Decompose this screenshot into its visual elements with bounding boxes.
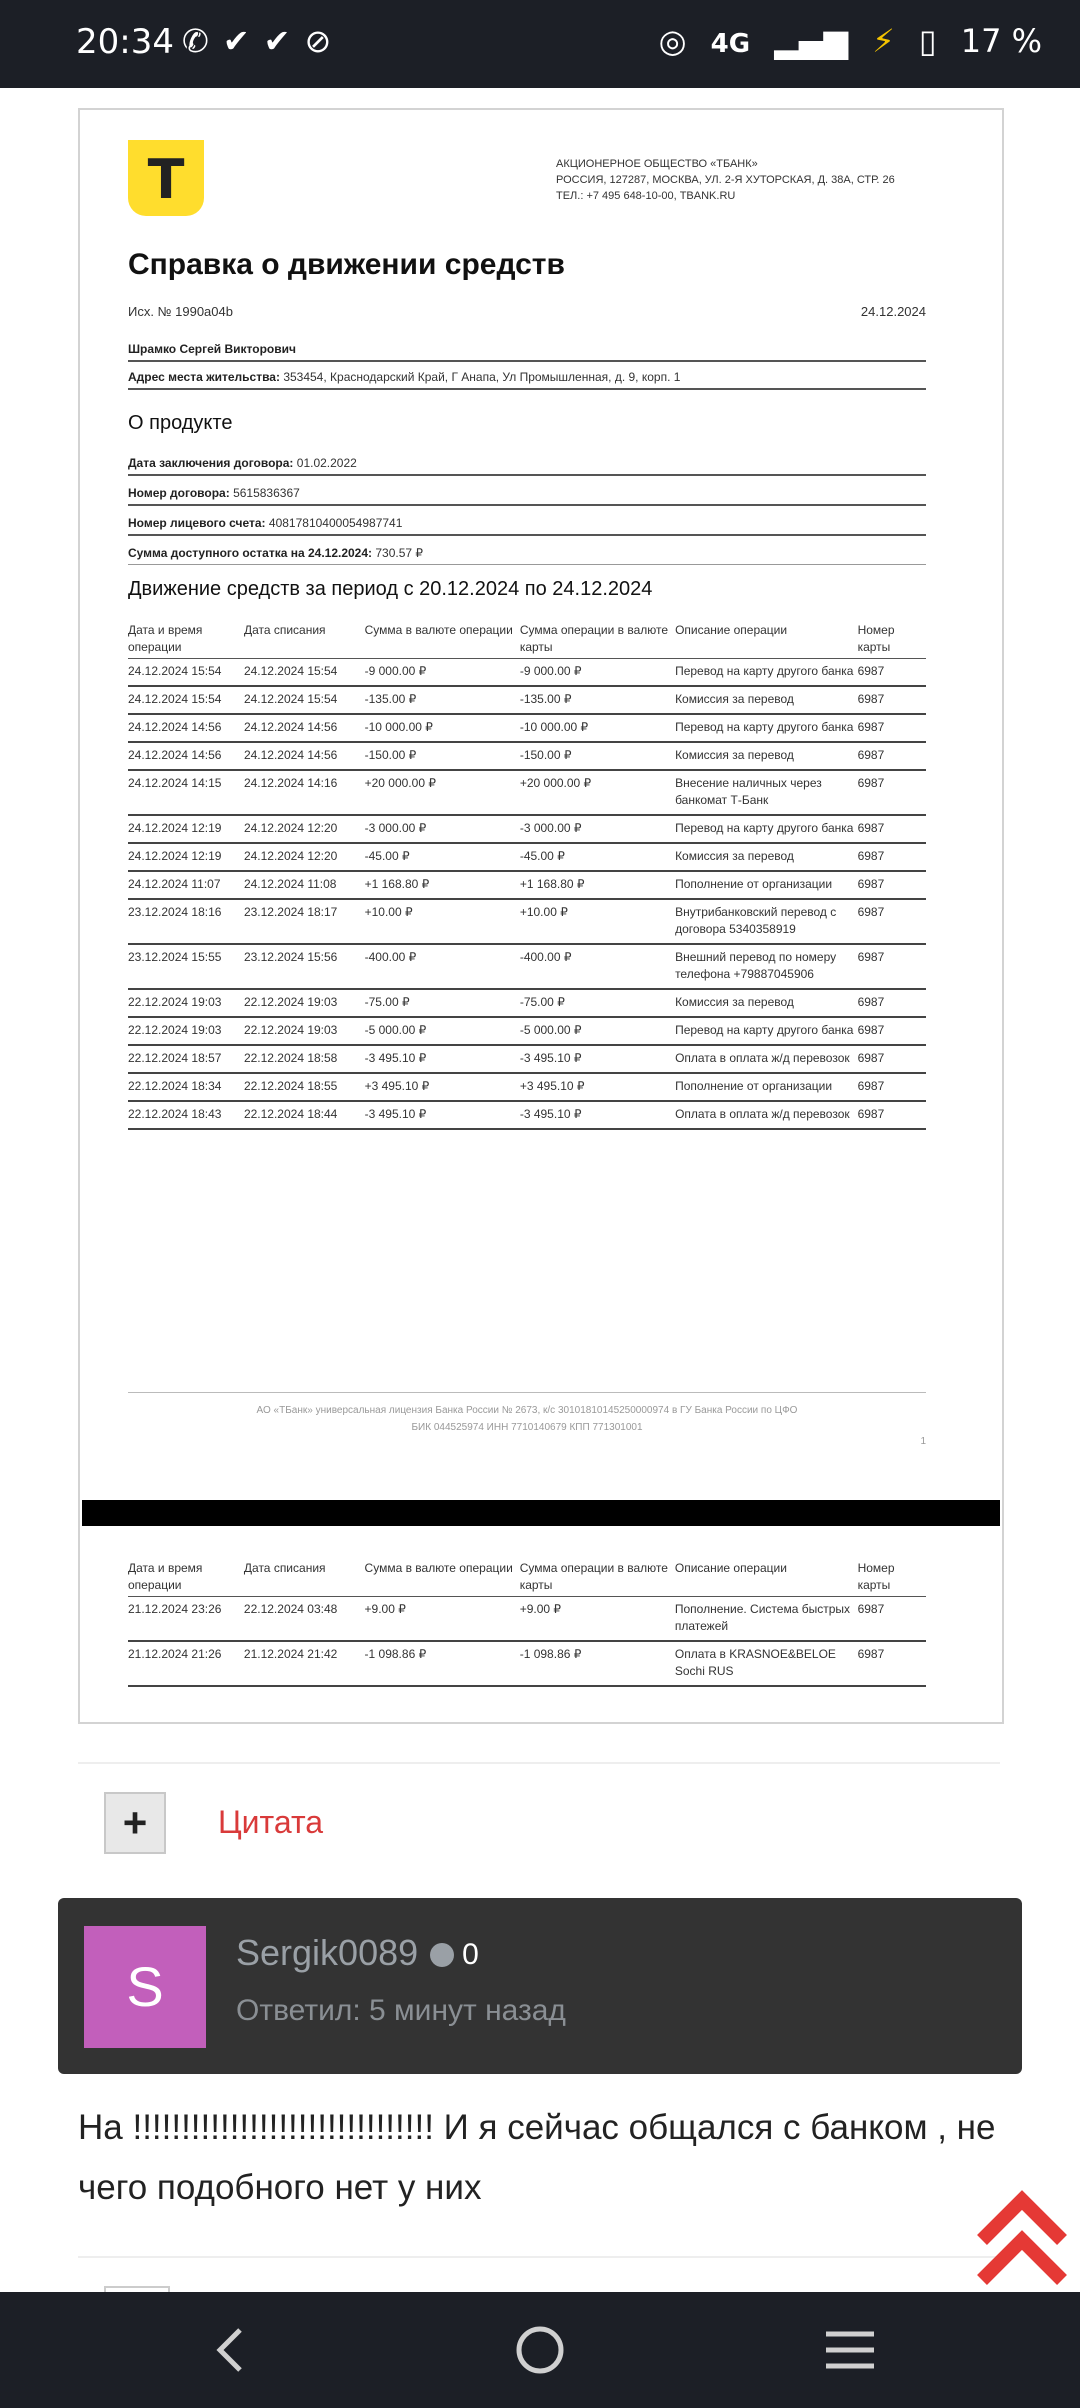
table-cell: Перевод на карту другого банка xyxy=(675,815,858,843)
table-cell: 24.12.2024 11:07 xyxy=(128,871,244,899)
table-cell: -45.00 ₽ xyxy=(520,843,675,871)
table-cell: Внешний перевод по номеру телефона +79887045906 xyxy=(675,944,858,989)
column-header: Дата списания xyxy=(244,622,365,659)
table-cell: 6987 xyxy=(858,1045,926,1073)
table-cell: 6987 xyxy=(858,989,926,1017)
table-cell: -3 495.10 ₽ xyxy=(520,1101,675,1129)
table-cell: 22.12.2024 18:44 xyxy=(244,1101,365,1129)
table-cell: +20 000.00 ₽ xyxy=(365,770,520,815)
account-number: Номер лицевого счета: 40817810400054987741 xyxy=(128,516,403,530)
available-balance: Сумма доступного остатка на 24.12.2024: 730.57 ₽ xyxy=(128,546,424,560)
table-cell: 24.12.2024 12:19 xyxy=(128,815,244,843)
table-cell: 6987 xyxy=(858,659,926,687)
table-cell: -1 098.86 ₽ xyxy=(520,1641,675,1686)
table-cell: -9 000.00 ₽ xyxy=(365,659,520,687)
avatar[interactable]: S xyxy=(84,1926,206,2048)
table-cell: 6987 xyxy=(858,714,926,742)
account-holder: Шрамко Сергей Викторович xyxy=(128,342,296,356)
status-right xyxy=(645,22,1042,60)
table-cell: 23.12.2024 18:17 xyxy=(244,899,365,944)
table-cell: -75.00 ₽ xyxy=(520,989,675,1017)
table-cell: 21.12.2024 21:42 xyxy=(244,1641,365,1686)
statement-title: Справка о движении средств xyxy=(128,248,565,281)
table-cell: +9.00 ₽ xyxy=(365,1597,520,1642)
back-icon[interactable] xyxy=(168,2292,288,2408)
table-cell: 23.12.2024 15:56 xyxy=(244,944,365,989)
table-row xyxy=(128,1045,926,1073)
comment-text: На !!!!!!!!!!!!!!!!!!!!!!!!!!!!!!! И я сейчас общался с банком , не чего подобного нет у них xyxy=(78,2108,996,2207)
table-row xyxy=(128,815,926,843)
table-cell: 24.12.2024 15:54 xyxy=(244,686,365,714)
table-cell: 6987 xyxy=(858,843,926,871)
table-cell: -400.00 ₽ xyxy=(365,944,520,989)
table-header-row xyxy=(128,1560,926,1597)
table-row xyxy=(128,659,926,687)
column-header: Описание операции xyxy=(675,622,858,659)
table-row xyxy=(128,1641,926,1686)
table-cell: Перевод на карту другого банка xyxy=(675,659,858,687)
table-cell: -135.00 ₽ xyxy=(520,686,675,714)
navigation-bar xyxy=(0,2292,1080,2408)
table-cell: 24.12.2024 15:54 xyxy=(128,659,244,687)
table-row xyxy=(128,989,926,1017)
table-row xyxy=(128,770,926,815)
reference-date: 24.12.2024 xyxy=(860,304,926,319)
table-cell: Оплата в оплата ж/д перевозок xyxy=(675,1045,858,1073)
username-link[interactable]: Sergik0089 xyxy=(236,1932,419,1973)
table-cell: Комиссия за перевод xyxy=(675,742,858,770)
table-cell: -3 000.00 ₽ xyxy=(520,815,675,843)
table-cell: 6987 xyxy=(858,871,926,899)
comment-author-card xyxy=(58,1898,1022,2074)
menu-icon[interactable] xyxy=(790,2292,910,2408)
table-cell: 6987 xyxy=(858,1597,926,1642)
status-dot-icon xyxy=(430,1943,454,1967)
bank-requisites-footer: АО «ТБанк» универсальная лицензия Банка России № 2673, к/с 30101810145250000974 в ГУ Банка России по ЦФО БИК 044525974 ИНН 7710140679 КПП 771301001 xyxy=(256,1405,798,1433)
table-cell: -3 495.10 ₽ xyxy=(520,1045,675,1073)
table-cell: 22.12.2024 19:03 xyxy=(244,1017,365,1045)
table-cell: Перевод на карту другого банка xyxy=(675,1017,858,1045)
table-row xyxy=(128,1073,926,1101)
movement-title: Движение средств за период с 20.12.2024 по 24.12.2024 xyxy=(128,578,653,600)
column-header: Номер карты xyxy=(858,622,926,659)
product-section-title: О продукте xyxy=(128,412,233,434)
table-cell: 24.12.2024 14:56 xyxy=(244,742,365,770)
bank-address: АКЦИОНЕРНОЕ ОБЩЕСТВО «ТБАНК» РОССИЯ, 127287, МОСКВА, УЛ. 2-Я ХУТОРСКАЯ, Д. 38А, СТР. 26 ТЕЛ.: +7 495 648-10-00, TBANK.RU xyxy=(556,158,895,202)
table-cell: 24.12.2024 12:20 xyxy=(244,843,365,871)
table-cell: 6987 xyxy=(858,899,926,944)
column-header: Сумма в валюте операции xyxy=(365,622,520,659)
statement-page xyxy=(80,110,1002,1500)
table-cell: -150.00 ₽ xyxy=(365,742,520,770)
table-row xyxy=(128,843,926,871)
table-cell: 24.12.2024 15:54 xyxy=(128,686,244,714)
status-bar xyxy=(0,0,1080,88)
table-cell: -10 000.00 ₽ xyxy=(365,714,520,742)
notification-icons xyxy=(182,22,345,60)
battery-saver-icon: ⚡ xyxy=(872,22,895,60)
status-time: 20:34 xyxy=(76,22,174,62)
table-cell: 22.12.2024 19:03 xyxy=(128,1017,244,1045)
table-cell: 6987 xyxy=(858,1641,926,1686)
table-cell: -5 000.00 ₽ xyxy=(365,1017,520,1045)
table-cell: 6987 xyxy=(858,1073,926,1101)
check-icon: ✔ xyxy=(222,22,264,60)
table-cell: Внесение наличных через банкомат Т-Банк xyxy=(675,770,858,815)
table-cell: -3 000.00 ₽ xyxy=(365,815,520,843)
table-cell: 22.12.2024 18:34 xyxy=(128,1073,244,1101)
table-cell: 24.12.2024 14:56 xyxy=(128,742,244,770)
table-row xyxy=(128,1597,926,1642)
table-cell: Оплата в оплата ж/д перевозок xyxy=(675,1101,858,1129)
transactions-table-page-2 xyxy=(128,1560,926,1687)
table-cell: 24.12.2024 12:20 xyxy=(244,815,365,843)
contract-date: Дата заключения договора: 01.02.2022 xyxy=(128,456,357,470)
table-cell: -150.00 ₽ xyxy=(520,742,675,770)
table-cell: +10.00 ₽ xyxy=(365,899,520,944)
table-cell: -10 000.00 ₽ xyxy=(520,714,675,742)
table-cell: Комиссия за перевод xyxy=(675,843,858,871)
table-cell: 6987 xyxy=(858,1101,926,1129)
contract-number: Номер договора: 5615836367 xyxy=(128,486,300,500)
column-header: Сумма операции в валюте карты xyxy=(520,622,675,659)
table-cell: -400.00 ₽ xyxy=(520,944,675,989)
table-cell: 22.12.2024 19:03 xyxy=(128,989,244,1017)
table-cell: -9 000.00 ₽ xyxy=(520,659,675,687)
battery-percent: 17 % xyxy=(960,22,1042,60)
page-break xyxy=(82,1500,1000,1526)
divider xyxy=(78,2256,1000,2258)
table-cell: 21.12.2024 23:26 xyxy=(128,1597,244,1642)
table-cell: 23.12.2024 15:55 xyxy=(128,944,244,989)
table-cell: 6987 xyxy=(858,742,926,770)
table-cell: 23.12.2024 18:16 xyxy=(128,899,244,944)
table-row xyxy=(128,714,926,742)
network-type: 4G xyxy=(710,29,751,59)
table-cell: +1 168.80 ₽ xyxy=(520,871,675,899)
table-cell: 22.12.2024 18:57 xyxy=(128,1045,244,1073)
table-cell: -45.00 ₽ xyxy=(365,843,520,871)
transactions-table xyxy=(128,622,926,1130)
table-cell: Перевод на карту другого банка xyxy=(675,714,858,742)
tbank-logo: T xyxy=(128,140,204,216)
table-cell: Оплата в KRASNOE&BELOE Sochi RUS xyxy=(675,1641,858,1686)
table-row xyxy=(128,1101,926,1129)
table-cell: 24.12.2024 11:08 xyxy=(244,871,365,899)
table-cell: Комиссия за перевод xyxy=(675,989,858,1017)
table-cell: 22.12.2024 18:55 xyxy=(244,1073,365,1101)
table-row xyxy=(128,1017,926,1045)
table-cell: 6987 xyxy=(858,944,926,989)
table-cell: Пополнение от организации xyxy=(675,871,858,899)
table-cell: 22.12.2024 03:48 xyxy=(244,1597,365,1642)
table-cell: 6987 xyxy=(858,1017,926,1045)
quote-link[interactable]: Цитата xyxy=(218,1804,324,1840)
table-cell: +9.00 ₽ xyxy=(520,1597,675,1642)
column-header: Сумма в валюте операции xyxy=(365,1560,520,1597)
table-header-row xyxy=(128,622,926,659)
column-header: Дата и время операции xyxy=(128,1560,244,1597)
table-cell: +20 000.00 ₽ xyxy=(520,770,675,815)
table-row xyxy=(128,686,926,714)
table-cell: 21.12.2024 21:26 xyxy=(128,1641,244,1686)
column-header: Сумма операции в валюте карты xyxy=(520,1560,675,1597)
reference-number: Исх. № 1990a04b xyxy=(128,304,233,319)
table-row xyxy=(128,899,926,944)
column-header: Номер карты xyxy=(858,1560,926,1597)
scroll-to-top-icon[interactable] xyxy=(974,2184,1070,2288)
author-line xyxy=(236,1932,479,1974)
reply-timestamp: Ответил: 5 минут назад xyxy=(236,1994,566,2027)
column-header: Описание операции xyxy=(675,1560,858,1597)
reputation-count: 0 xyxy=(462,1938,479,1972)
table-cell: Пополнение. Система быстрых платежей xyxy=(675,1597,858,1642)
signal-icon: ▂▄▆ xyxy=(774,22,849,60)
table-row xyxy=(128,742,926,770)
table-cell: Внутрибанковский перевод с договора 5340358919 xyxy=(675,899,858,944)
bank-statement-image[interactable] xyxy=(78,108,1004,1724)
table-cell: 24.12.2024 15:54 xyxy=(244,659,365,687)
table-cell: -1 098.86 ₽ xyxy=(365,1641,520,1686)
table-cell: 24.12.2024 14:15 xyxy=(128,770,244,815)
hotspot-icon: ◎ xyxy=(658,22,687,60)
table-cell: +1 168.80 ₽ xyxy=(365,871,520,899)
table-row xyxy=(128,871,926,899)
table-cell: 22.12.2024 18:43 xyxy=(128,1101,244,1129)
table-cell: 22.12.2024 19:03 xyxy=(244,989,365,1017)
table-cell: -3 495.10 ₽ xyxy=(365,1045,520,1073)
page-number: 1 xyxy=(920,1436,926,1447)
table-cell: +3 495.10 ₽ xyxy=(520,1073,675,1101)
home-icon[interactable] xyxy=(480,2292,600,2408)
table-cell: 24.12.2024 14:56 xyxy=(128,714,244,742)
column-header: Дата списания xyxy=(244,1560,365,1597)
residence-address: Адрес места жительства: 353454, Краснодарский Край, Г Анапа, Ул Промышленная, д. 9, корп. 1 xyxy=(128,370,681,384)
table-row xyxy=(128,944,926,989)
table-cell: -5 000.00 ₽ xyxy=(520,1017,675,1045)
whatsapp-icon: ✆ xyxy=(182,22,223,60)
table-cell: -135.00 ₽ xyxy=(365,686,520,714)
no-notification-icon: ⊘ xyxy=(304,22,346,60)
column-header: Дата и время операции xyxy=(128,622,244,659)
table-cell: 6987 xyxy=(858,815,926,843)
table-cell: 22.12.2024 18:58 xyxy=(244,1045,365,1073)
table-cell: 6987 xyxy=(858,770,926,815)
check-icon: ✔ xyxy=(263,22,305,60)
table-cell: +10.00 ₽ xyxy=(520,899,675,944)
table-cell: Пополнение от организации xyxy=(675,1073,858,1101)
divider xyxy=(78,1762,1000,1764)
battery-icon: ▯ xyxy=(918,22,937,60)
table-cell: 24.12.2024 12:19 xyxy=(128,843,244,871)
expand-quote-button[interactable]: + xyxy=(104,1792,166,1854)
table-cell: +3 495.10 ₽ xyxy=(365,1073,520,1101)
table-cell: 24.12.2024 14:56 xyxy=(244,714,365,742)
table-cell: 24.12.2024 14:16 xyxy=(244,770,365,815)
table-cell: 6987 xyxy=(858,686,926,714)
table-cell: -75.00 ₽ xyxy=(365,989,520,1017)
table-cell: Комиссия за перевод xyxy=(675,686,858,714)
table-cell: -3 495.10 ₽ xyxy=(365,1101,520,1129)
